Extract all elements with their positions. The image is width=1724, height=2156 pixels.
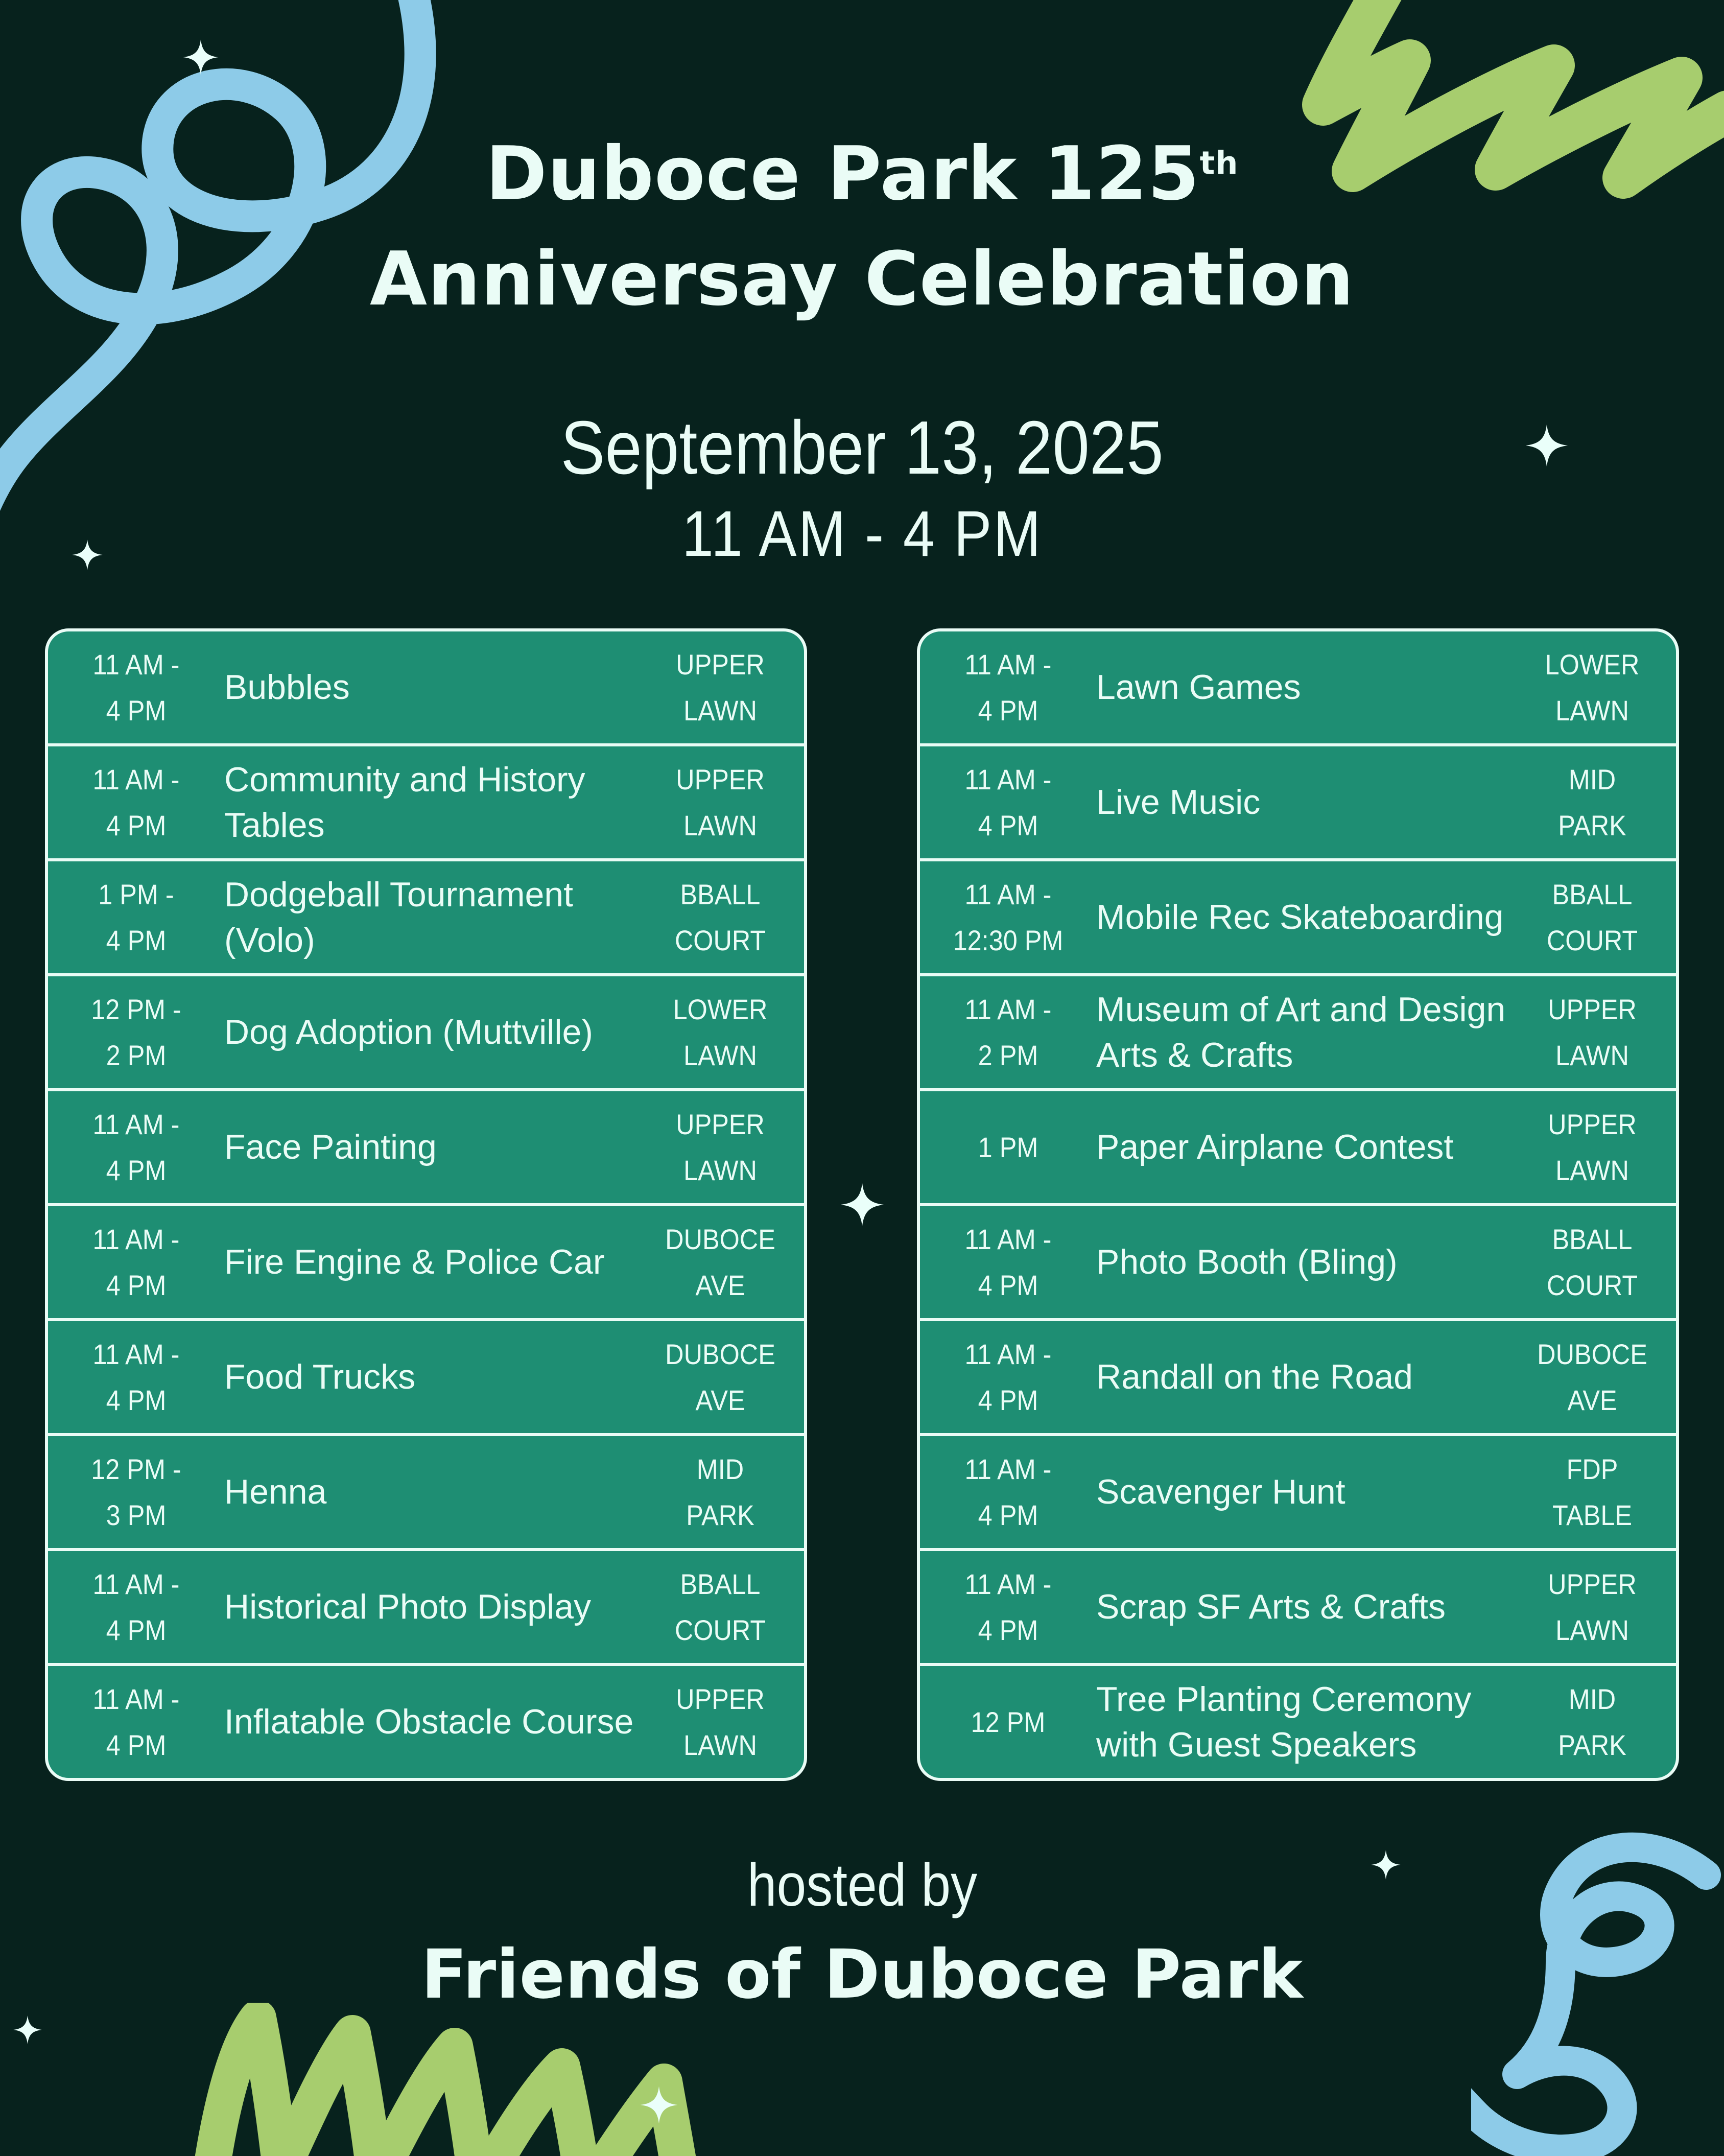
table-row — [920, 1548, 1676, 1663]
table-row — [48, 973, 804, 1088]
event-location: UPPER LAWN — [1548, 993, 1637, 1071]
hosted-by-label: hosted by — [747, 1852, 977, 1919]
table-row — [920, 1433, 1676, 1548]
blue-curl-squiggle-icon — [0, 0, 485, 679]
event-time: 12 PM - 3 PM — [91, 1452, 181, 1531]
table-row — [48, 1088, 804, 1203]
table-row — [48, 631, 804, 743]
event-name: Randall on the Road — [1096, 1357, 1413, 1397]
table-row — [48, 1663, 804, 1778]
event-time: 11 AM - 4 PM — [964, 1567, 1052, 1646]
table-row — [48, 1433, 804, 1548]
event-hours: 11 AM - 4 PM — [681, 498, 1043, 570]
table-row — [920, 1088, 1676, 1203]
event-time: 11 AM - 4 PM — [92, 1223, 180, 1301]
schedule-table-right — [917, 628, 1679, 1781]
green-zigzag-squiggle-icon — [174, 2003, 715, 2156]
event-time: 11 AM - 12:30 PM — [953, 878, 1064, 956]
page-title — [0, 122, 1724, 332]
event-name: Fire Engine & Police Car — [224, 1243, 605, 1282]
event-name: Museum of Art and Design Arts & Crafts — [1096, 990, 1506, 1074]
table-row — [920, 631, 1676, 743]
table-row — [920, 1203, 1676, 1318]
event-time: 11 AM - 2 PM — [964, 993, 1052, 1071]
event-location: LOWER LAWN — [673, 993, 768, 1071]
event-name: Scrap SF Arts & Crafts — [1096, 1587, 1446, 1627]
event-name: Tree Planting Ceremony with Guest Speakers — [1096, 1680, 1472, 1764]
event-time: 11 AM - 4 PM — [92, 648, 180, 727]
event-location: LOWER LAWN — [1545, 648, 1640, 727]
table-row — [48, 1318, 804, 1433]
schedule-table-left — [45, 628, 807, 1781]
event-time: 11 AM - 4 PM — [92, 1338, 180, 1416]
event-time: 11 AM - 4 PM — [964, 648, 1052, 727]
title-line-2: Anniversay Celebration — [369, 236, 1355, 322]
table-row — [48, 1548, 804, 1663]
event-name: Bubbles — [224, 668, 350, 707]
event-location: UPPER LAWN — [1548, 1567, 1637, 1646]
event-name: Scavenger Hunt — [1096, 1472, 1345, 1512]
event-location: UPPER LAWN — [676, 763, 765, 841]
event-name: Paper Airplane Contest — [1096, 1128, 1454, 1167]
event-name: Historical Photo Display — [224, 1587, 592, 1627]
sparkle-icon — [840, 1182, 885, 1227]
event-name: Lawn Games — [1096, 668, 1301, 707]
event-location: DUBOCE AVE — [665, 1338, 775, 1416]
host-name: Friends of Duboce Park — [421, 1935, 1303, 2014]
event-name: Live Music — [1096, 783, 1261, 822]
event-name: Food Trucks — [224, 1357, 416, 1397]
event-location: BBALL COURT — [674, 1567, 766, 1646]
event-name: Dodgeball Tournament (Volo) — [224, 875, 573, 959]
event-time: 1 PM - 4 PM — [98, 878, 174, 956]
title-line-1: Duboce Park 125th — [485, 131, 1239, 217]
event-time: 11 AM - 4 PM — [92, 1567, 180, 1646]
table-row — [48, 743, 804, 858]
event-time: 12 PM - 2 PM — [91, 993, 181, 1071]
event-name: Community and History Tables — [224, 760, 585, 845]
event-location: BBALL COURT — [1546, 1223, 1638, 1301]
event-name: Photo Booth (Bling) — [1096, 1243, 1398, 1282]
event-time: 12 PM — [971, 1705, 1046, 1738]
event-time: 11 AM - 4 PM — [964, 1223, 1052, 1301]
event-location: UPPER LAWN — [1548, 1108, 1637, 1186]
event-time: 11 AM - 4 PM — [92, 1682, 180, 1761]
event-location: BBALL COURT — [1546, 878, 1638, 956]
event-name: Henna — [224, 1472, 327, 1512]
table-row — [48, 858, 804, 973]
event-name: Dog Adoption (Muttville) — [224, 1013, 593, 1052]
event-name: Face Painting — [224, 1128, 437, 1167]
event-location: FDP TABLE — [1552, 1452, 1632, 1531]
event-name: Mobile Rec Skateboarding — [1096, 898, 1504, 937]
event-name: Inflatable Obstacle Course — [224, 1702, 634, 1742]
table-row — [920, 973, 1676, 1088]
table-row — [48, 1203, 804, 1318]
table-row — [920, 858, 1676, 973]
event-location: BBALL COURT — [674, 878, 766, 956]
title-superscript: th — [1199, 144, 1239, 182]
table-row — [920, 743, 1676, 858]
event-time: 11 AM - 4 PM — [92, 763, 180, 841]
event-location: MID PARK — [1558, 763, 1626, 841]
sparkle-icon — [13, 2015, 42, 2045]
event-time: 11 AM - 4 PM — [964, 763, 1052, 841]
event-time: 11 AM - 4 PM — [964, 1452, 1052, 1531]
table-row — [920, 1663, 1676, 1778]
event-time: 11 AM - 4 PM — [964, 1338, 1052, 1416]
event-location: DUBOCE AVE — [665, 1223, 775, 1301]
sparkle-icon — [640, 2085, 678, 2124]
event-time: 11 AM - 4 PM — [92, 1108, 180, 1186]
event-location: UPPER LAWN — [676, 1682, 765, 1761]
sparkle-icon — [182, 39, 219, 76]
event-time: 1 PM — [978, 1131, 1038, 1163]
event-location: MID PARK — [1558, 1682, 1626, 1761]
table-row — [920, 1318, 1676, 1433]
event-location: UPPER LAWN — [676, 648, 765, 727]
event-date: September 13, 2025 — [560, 406, 1164, 490]
event-location: DUBOCE AVE — [1537, 1338, 1647, 1416]
event-location: MID PARK — [686, 1452, 754, 1531]
event-location: UPPER LAWN — [676, 1108, 765, 1186]
